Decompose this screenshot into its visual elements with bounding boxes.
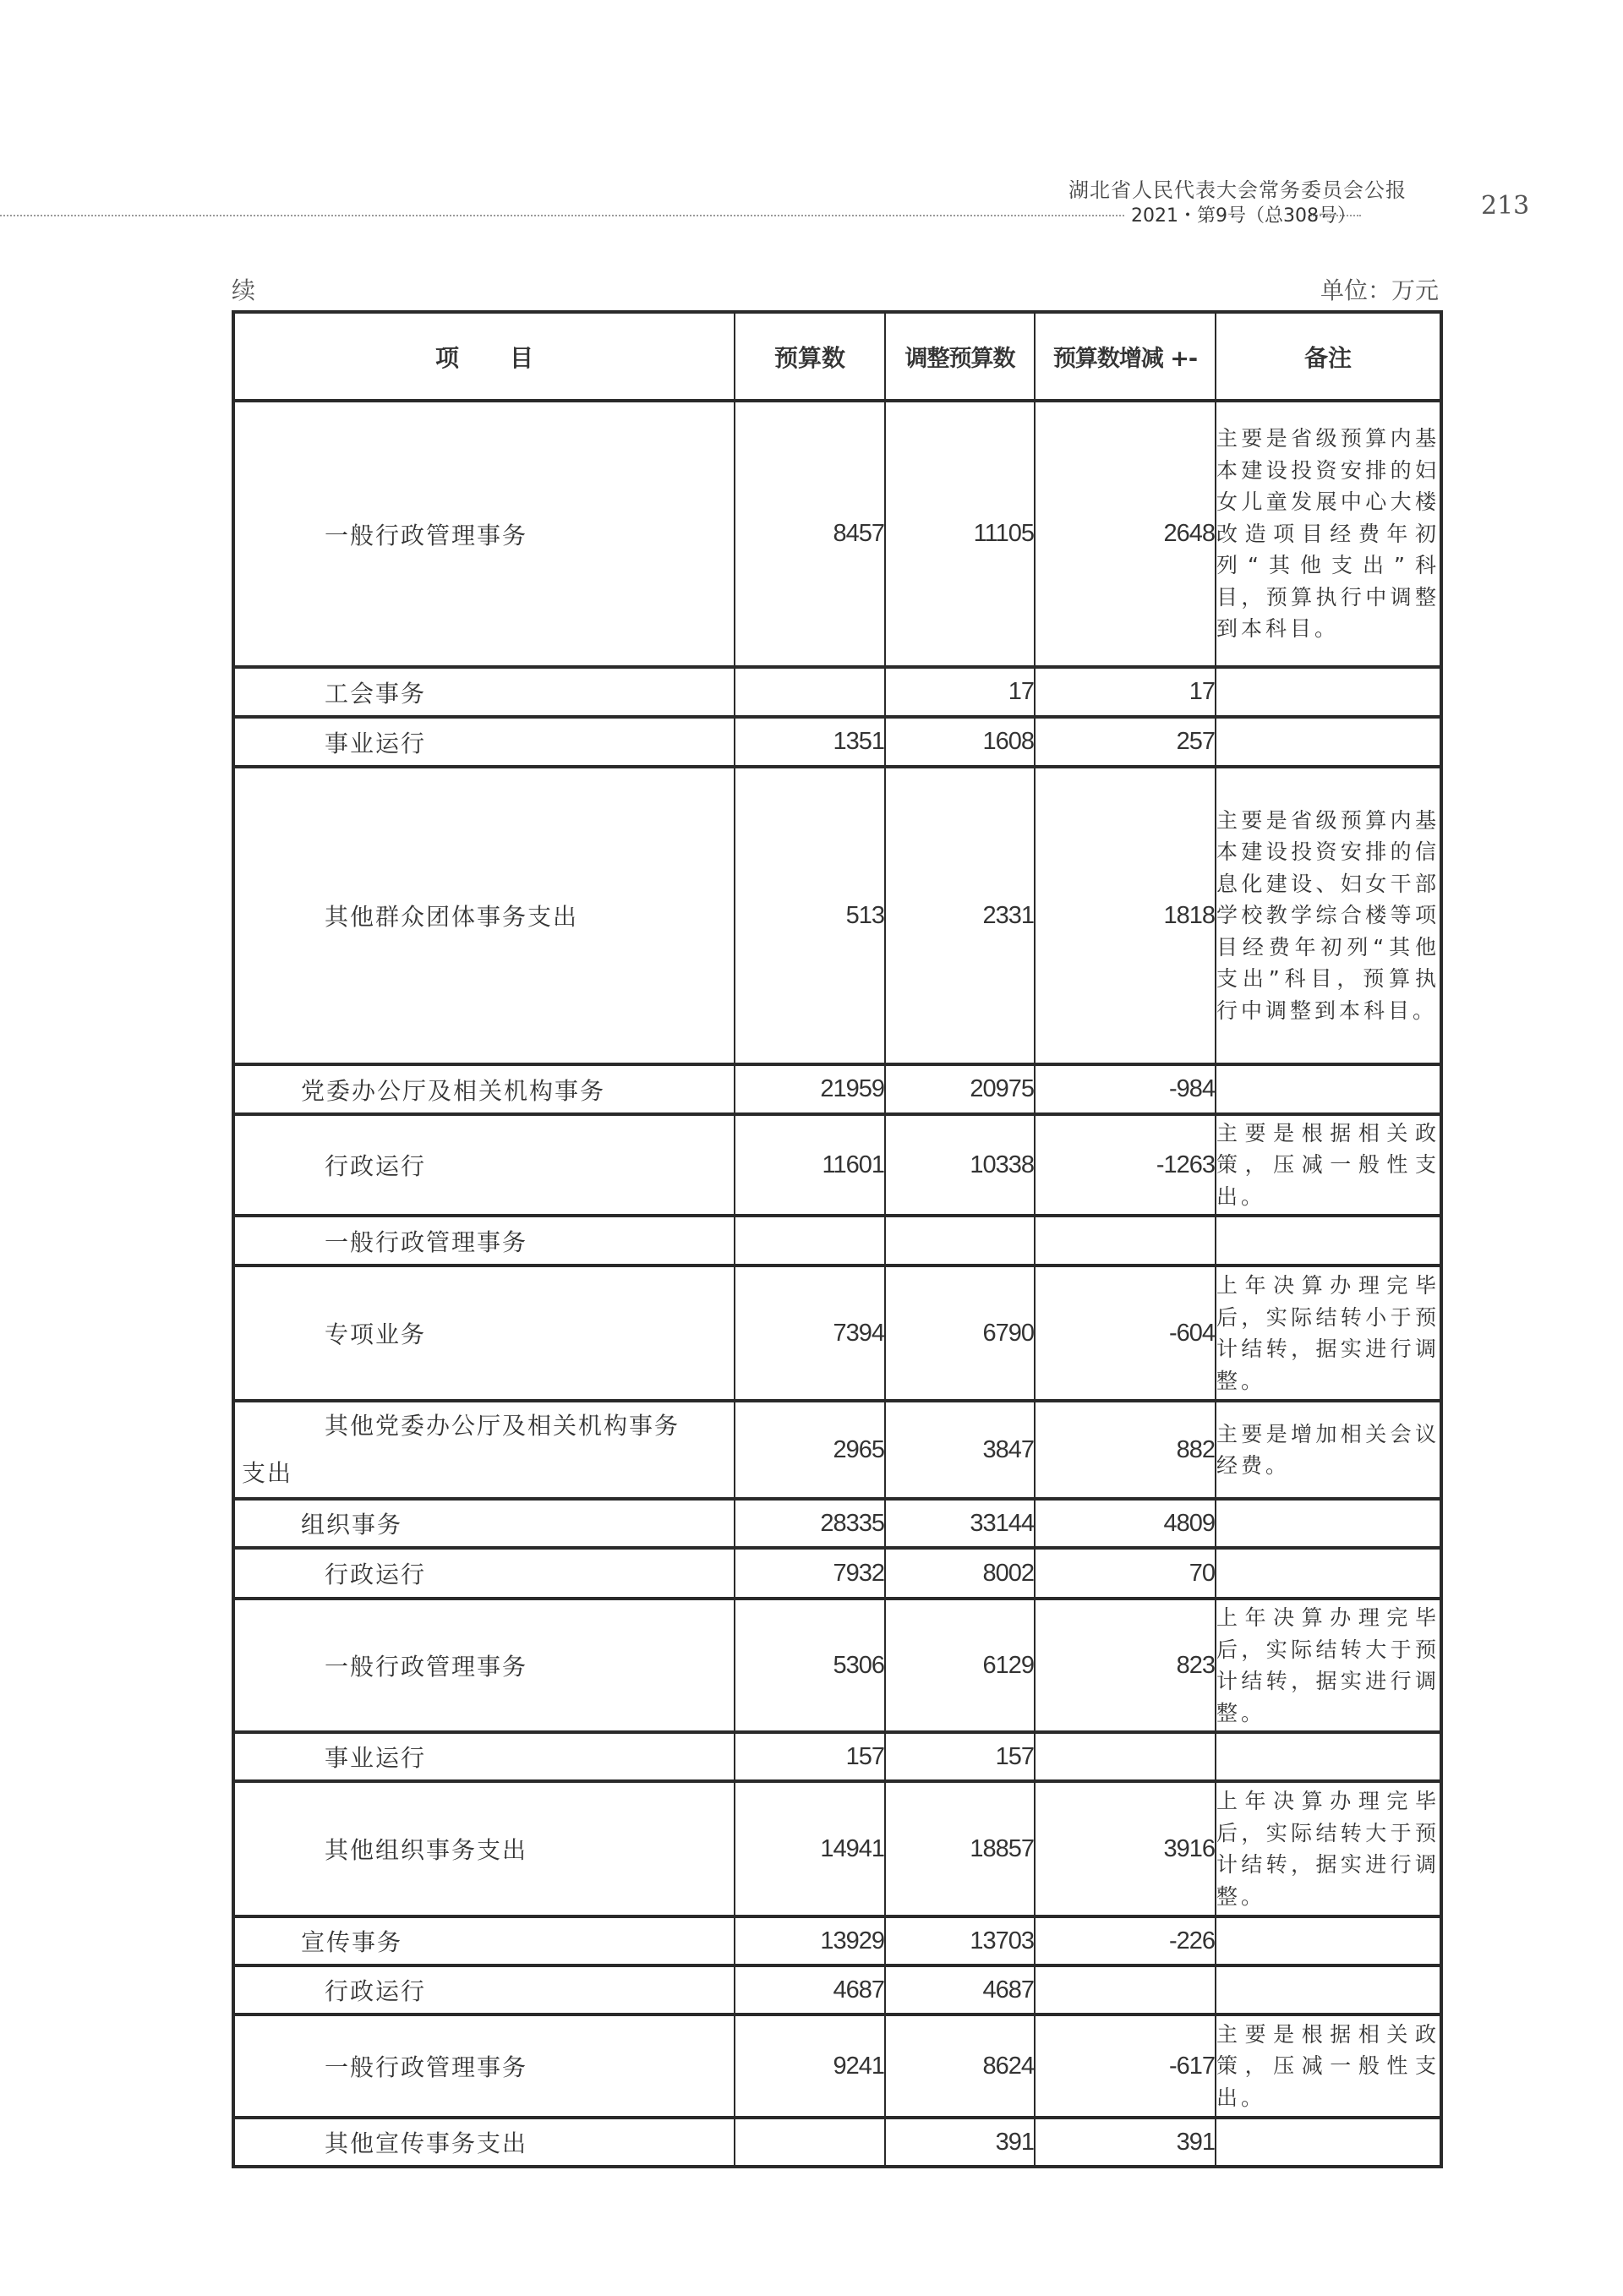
note-cell	[1216, 1064, 1441, 1114]
table-row	[233, 2014, 1441, 2118]
change-cell: 3916	[1035, 1781, 1216, 1916]
adjusted-cell	[885, 1216, 1035, 1266]
table-row	[233, 1781, 1441, 1916]
change-cell: 823	[1035, 1599, 1216, 1732]
budget-cell: 9241	[735, 2014, 885, 2118]
item-cell: 一般行政管理事务	[233, 401, 735, 667]
page-number: 213	[1481, 191, 1530, 221]
item-cell: 行政运行	[233, 1965, 735, 2014]
table-row	[233, 1916, 1441, 1965]
table-row	[233, 1114, 1441, 1216]
column-header-change: 预算数增减 +-	[1035, 312, 1216, 401]
note-cell	[1216, 717, 1441, 767]
table-row	[233, 1965, 1441, 2014]
adjusted-cell: 33144	[885, 1499, 1035, 1548]
table-row	[233, 767, 1441, 1064]
adjusted-cell: 2331	[885, 767, 1035, 1064]
adjusted-cell: 1608	[885, 717, 1035, 767]
adjusted-cell: 391	[885, 2118, 1035, 2167]
budget-cell: 157	[735, 1732, 885, 1781]
adjusted-cell: 11105	[885, 401, 1035, 667]
table-row	[233, 401, 1441, 667]
budget-cell	[735, 667, 885, 717]
change-cell: 17	[1035, 667, 1216, 717]
table-row	[233, 717, 1441, 767]
budget-cell: 513	[735, 767, 885, 1064]
item-line-1: 其他党委办公厅及相关机构事务	[325, 1412, 680, 1440]
budget-cell: 2965	[735, 1401, 885, 1499]
issue-number: 2021・第9号（总308号）	[1131, 205, 1356, 227]
item-cell: 党委办公厅及相关机构事务	[233, 1064, 735, 1114]
item-cell: 其他宣传事务支出	[233, 2118, 735, 2167]
note-cell: 主要是增加相关会议经费。	[1216, 1401, 1441, 1499]
adjusted-cell: 3847	[885, 1401, 1035, 1499]
change-cell: 70	[1035, 1548, 1216, 1599]
table-row	[233, 1499, 1441, 1548]
adjusted-cell: 17	[885, 667, 1035, 717]
table-row	[233, 1216, 1441, 1266]
budget-cell: 1351	[735, 717, 885, 767]
change-cell: 882	[1035, 1401, 1216, 1499]
budget-table	[232, 310, 1443, 2168]
note-cell: 上年决算办理完毕后，实际结转小于预计结转，据实进行调整。	[1216, 1266, 1441, 1401]
budget-cell: 4687	[735, 1965, 885, 2014]
change-cell: 257	[1035, 717, 1216, 767]
header-dotted-rule-left	[0, 215, 1124, 216]
change-cell: 1818	[1035, 767, 1216, 1064]
adjusted-cell: 157	[885, 1732, 1035, 1781]
continued-label: 续	[232, 276, 256, 304]
adjusted-cell: 18857	[885, 1781, 1035, 1916]
column-header-item: 项目	[233, 312, 735, 401]
table-row	[233, 1266, 1441, 1401]
note-cell	[1216, 1548, 1441, 1599]
change-cell	[1035, 1732, 1216, 1781]
budget-cell	[735, 2118, 885, 2167]
item-cell: 行政运行	[233, 1548, 735, 1599]
note-cell: 主要是省级预算内基本建设投资安排的妇女儿童发展中心大楼改造项目经费年初列“其他支出”科目，预算执行中调整到本科目。	[1216, 401, 1441, 667]
change-cell: -984	[1035, 1064, 1216, 1114]
note-cell: 主要是省级预算内基本建设投资安排的信息化建设、妇女干部学校教学综合楼等项目经费年初列“其他支出”科目，预算执行中调整到本科目。	[1216, 767, 1441, 1064]
column-header-note: 备注	[1216, 312, 1441, 401]
note-cell	[1216, 1732, 1441, 1781]
table-header-row	[233, 312, 1441, 401]
budget-cell: 7394	[735, 1266, 885, 1401]
table-row	[233, 1732, 1441, 1781]
change-cell: -617	[1035, 2014, 1216, 2118]
column-header-adjusted: 调整预算数	[885, 312, 1035, 401]
table-row	[233, 1599, 1441, 1732]
change-cell	[1035, 1965, 1216, 2014]
note-cell	[1216, 1916, 1441, 1965]
note-cell: 上年决算办理完毕后，实际结转大于预计结转，据实进行调整。	[1216, 1599, 1441, 1732]
item-cell: 工会事务	[233, 667, 735, 717]
adjusted-cell: 8624	[885, 2014, 1035, 2118]
unit-label: 单位：万元	[1320, 276, 1439, 304]
adjusted-cell: 10338	[885, 1114, 1035, 1216]
note-cell: 主要是根据相关政策，压减一般性支出。	[1216, 2014, 1441, 2118]
table-row	[233, 1064, 1441, 1114]
adjusted-cell: 6790	[885, 1266, 1035, 1401]
item-cell: 一般行政管理事务	[233, 1599, 735, 1732]
item-line-2: 支出	[242, 1459, 293, 1487]
adjusted-cell: 4687	[885, 1965, 1035, 2014]
change-cell	[1035, 1216, 1216, 1266]
item-cell: 行政运行	[233, 1114, 735, 1216]
item-cell: 宣传事务	[233, 1916, 735, 1965]
item-cell: 组织事务	[233, 1499, 735, 1548]
column-header-budget: 预算数	[735, 312, 885, 401]
note-cell	[1216, 2118, 1441, 2167]
item-cell: 一般行政管理事务	[233, 1216, 735, 1266]
item-cell: 事业运行	[233, 1732, 735, 1781]
journal-title: 湖北省人民代表大会常务委员会公报	[1068, 178, 1407, 202]
item-cell: 事业运行	[233, 717, 735, 767]
change-cell: -604	[1035, 1266, 1216, 1401]
table-row	[233, 667, 1441, 717]
budget-cell: 11601	[735, 1114, 885, 1216]
budget-cell	[735, 1216, 885, 1266]
note-cell	[1216, 667, 1441, 717]
budget-cell: 14941	[735, 1781, 885, 1916]
item-cell: 专项业务	[233, 1266, 735, 1401]
adjusted-cell: 8002	[885, 1548, 1035, 1599]
adjusted-cell: 13703	[885, 1916, 1035, 1965]
item-cell: 其他群众团体事务支出	[233, 767, 735, 1064]
note-cell: 主要是根据相关政策，压减一般性支出。	[1216, 1114, 1441, 1216]
change-cell: 2648	[1035, 401, 1216, 667]
budget-cell: 8457	[735, 401, 885, 667]
change-cell: -1263	[1035, 1114, 1216, 1216]
budget-cell: 13929	[735, 1916, 885, 1965]
note-cell: 上年决算办理完毕后，实际结转大于预计结转，据实进行调整。	[1216, 1781, 1441, 1916]
budget-cell: 28335	[735, 1499, 885, 1548]
item-cell: 其他组织事务支出	[233, 1781, 735, 1916]
budget-cell: 7932	[735, 1548, 885, 1599]
note-cell	[1216, 1216, 1441, 1266]
change-cell: 4809	[1035, 1499, 1216, 1548]
item-cell	[233, 1401, 735, 1499]
adjusted-cell: 6129	[885, 1599, 1035, 1732]
item-cell: 一般行政管理事务	[233, 2014, 735, 2118]
budget-cell: 21959	[735, 1064, 885, 1114]
table-row	[233, 1401, 1441, 1499]
note-cell	[1216, 1499, 1441, 1548]
table-row	[233, 2118, 1441, 2167]
note-cell	[1216, 1965, 1441, 2014]
change-cell: 391	[1035, 2118, 1216, 2167]
change-cell: -226	[1035, 1916, 1216, 1965]
table-row	[233, 1548, 1441, 1599]
adjusted-cell: 20975	[885, 1064, 1035, 1114]
budget-cell: 5306	[735, 1599, 885, 1732]
